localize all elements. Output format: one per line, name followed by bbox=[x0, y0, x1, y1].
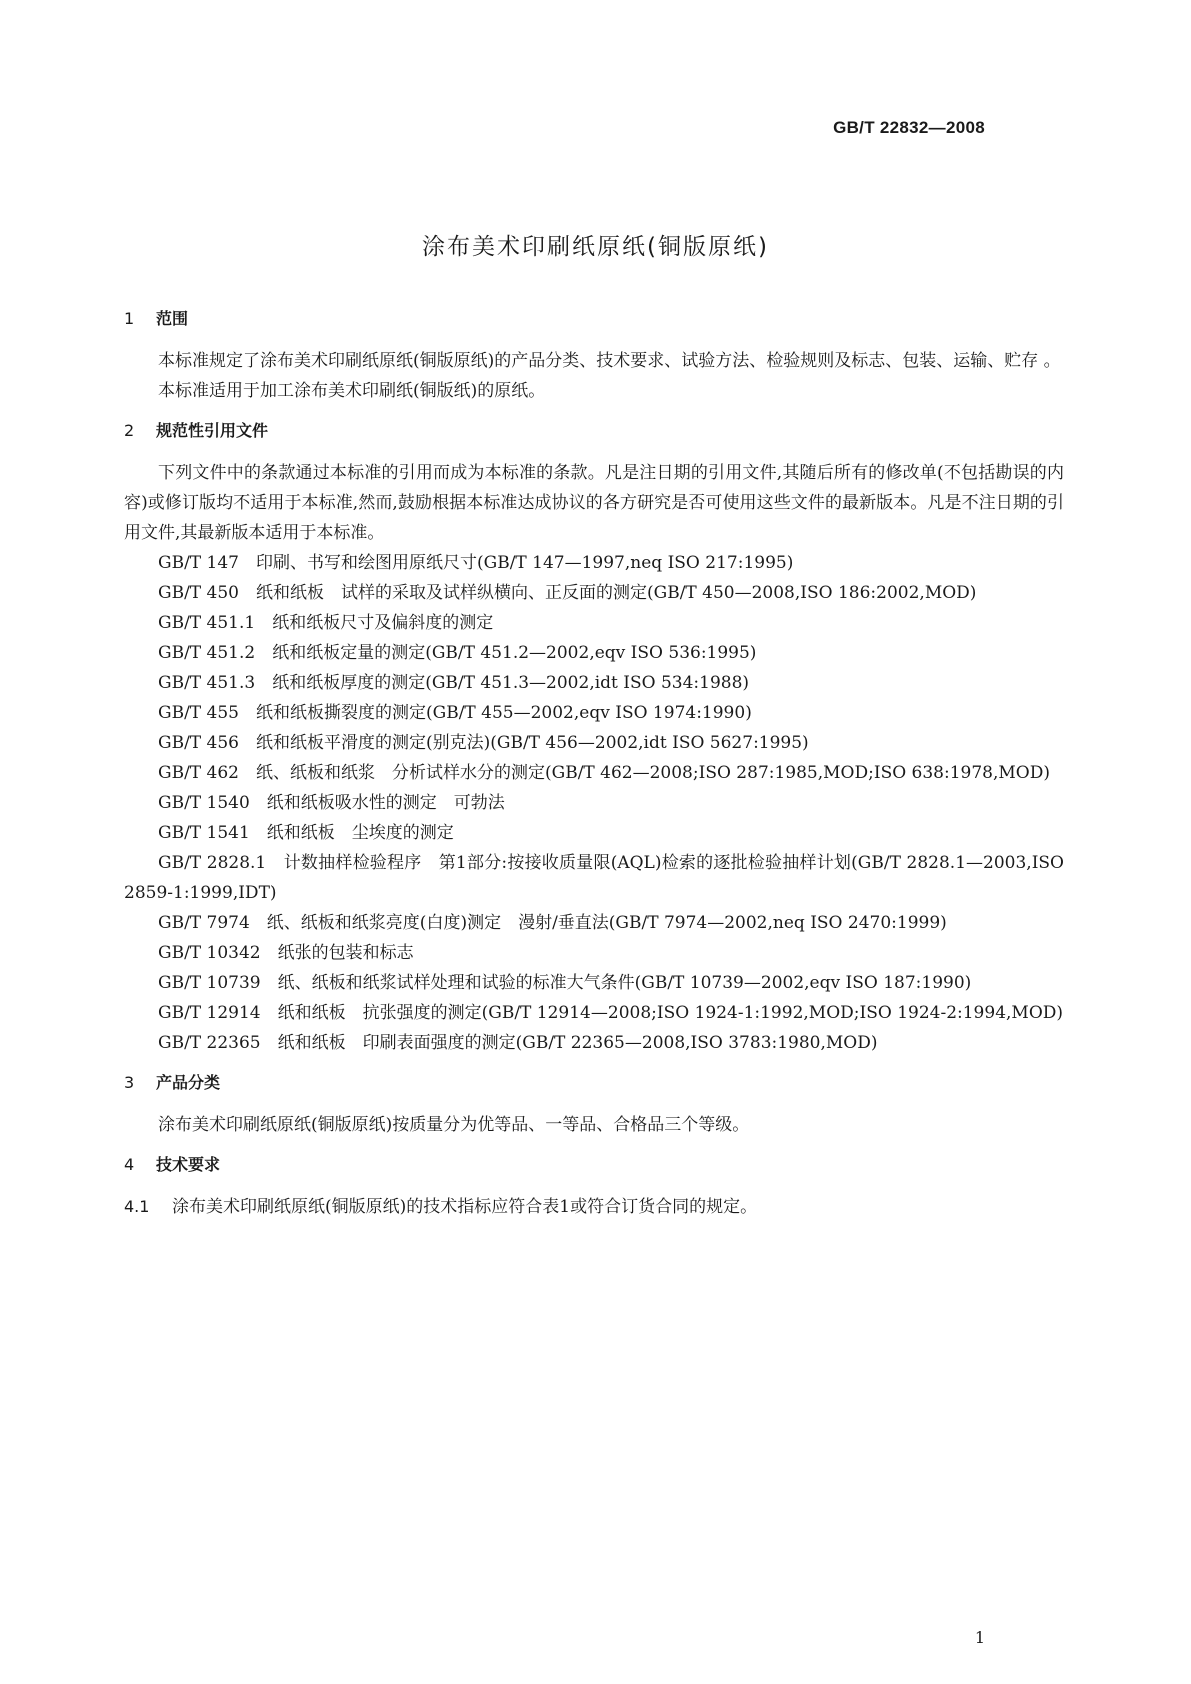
reference-item: GB/T 2828.1 计数抽样检验程序 第1部分:按接收质量限(AQL)检索的逐批检验抽样计划(GB/T 2828.1—2003,ISO 2859-1:1999,IDT) bbox=[124, 853, 1064, 903]
clause-number: 4.1 bbox=[124, 1197, 150, 1216]
reference-item: GB/T 1541 纸和纸板 尘埃度的测定 bbox=[158, 823, 454, 843]
section-heading-classification: 3 产品分类 bbox=[124, 1073, 221, 1092]
document-title: 涂布美术印刷纸原纸(铜版原纸) bbox=[422, 234, 769, 260]
reference-item: GB/T 456 纸和纸板平滑度的测定(别克法)(GB/T 456—2002,idt ISO 5627:1995) bbox=[158, 733, 809, 753]
scope-paragraph: 本标准适用于加工涂布美术印刷纸(铜版纸)的原纸。 bbox=[158, 381, 546, 401]
reference-item: GB/T 451.3 纸和纸板厚度的测定(GB/T 451.3—2002,idt ISO 534:1988) bbox=[158, 673, 750, 693]
reference-item: GB/T 462 纸、纸板和纸浆 分析试样水分的测定(GB/T 462—2008;ISO 287:1985,MOD;ISO 638:1978,MOD) bbox=[158, 763, 1051, 783]
section-heading-scope: 1 范围 bbox=[124, 309, 189, 328]
reference-item: GB/T 1540 纸和纸板吸水性的测定 可勃法 bbox=[158, 793, 505, 813]
reference-item: GB/T 147 印刷、书写和绘图用原纸尺寸(GB/T 147—1997,neq ISO 217:1995) bbox=[158, 553, 794, 573]
classification-paragraph: 涂布美术印刷纸原纸(铜版原纸)按质量分为优等品、一等品、合格品三个等级。 bbox=[158, 1115, 750, 1135]
references-intro: 下列文件中的条款通过本标准的引用而成为本标准的条款。凡是注日期的引用文件,其随后所有的修改单(不包括勘误的内容)或修订版均不适用于本标准,然而,鼓励根据本标准达成协议的各方研究是否可使用这些文件的最新版本。凡是不注日期的引用文件,其最新版本适用于本标准。 bbox=[124, 463, 1064, 543]
section-heading-normative-references: 2 规范性引用文件 bbox=[124, 421, 269, 440]
reference-item: GB/T 451.1 纸和纸板尺寸及偏斜度的测定 bbox=[158, 613, 494, 633]
reference-item: GB/T 22365 纸和纸板 印刷表面强度的测定(GB/T 22365—2008,ISO 3783:1980,MOD) bbox=[158, 1033, 878, 1053]
reference-item: GB/T 451.2 纸和纸板定量的测定(GB/T 451.2—2002,eqv ISO 536:1995) bbox=[158, 643, 757, 663]
page-number: 1 bbox=[974, 1628, 985, 1647]
reference-item: GB/T 450 纸和纸板 试样的采取及试样纵横向、正反面的测定(GB/T 450—2008,ISO 186:2002,MOD) bbox=[158, 583, 977, 603]
scope-paragraph: 本标准规定了涂布美术印刷纸原纸(铜版原纸)的产品分类、技术要求、试验方法、检验规则及标志、包装、运输、贮存 。 bbox=[158, 351, 1061, 371]
reference-item: GB/T 10342 纸张的包装和标志 bbox=[158, 943, 414, 963]
clause-text: 涂布美术印刷纸原纸(铜版原纸)的技术指标应符合表1或符合订货合同的规定。 bbox=[172, 1197, 758, 1217]
reference-list bbox=[124, 548, 1064, 1058]
document-body bbox=[124, 304, 1064, 1222]
reference-item: GB/T 455 纸和纸板撕裂度的测定(GB/T 455—2002,eqv ISO 1974:1990) bbox=[158, 703, 752, 723]
clause-4-1 bbox=[124, 1192, 1064, 1222]
section-heading-requirements: 4 技术要求 bbox=[124, 1155, 221, 1174]
reference-item: GB/T 10739 纸、纸板和纸浆试样处理和试验的标准大气条件(GB/T 10739—2002,eqv ISO 187:1990) bbox=[158, 973, 972, 993]
standard-code: GB/T 22832—2008 bbox=[833, 118, 985, 137]
reference-item: GB/T 12914 纸和纸板 抗张强度的测定(GB/T 12914—2008;ISO 1924-1:1992,MOD;ISO 1924-2:1994,MOD) bbox=[158, 1003, 1064, 1023]
reference-item: GB/T 7974 纸、纸板和纸浆亮度(白度)测定 漫射/垂直法(GB/T 7974—2002,neq ISO 2470:1999) bbox=[158, 913, 947, 933]
